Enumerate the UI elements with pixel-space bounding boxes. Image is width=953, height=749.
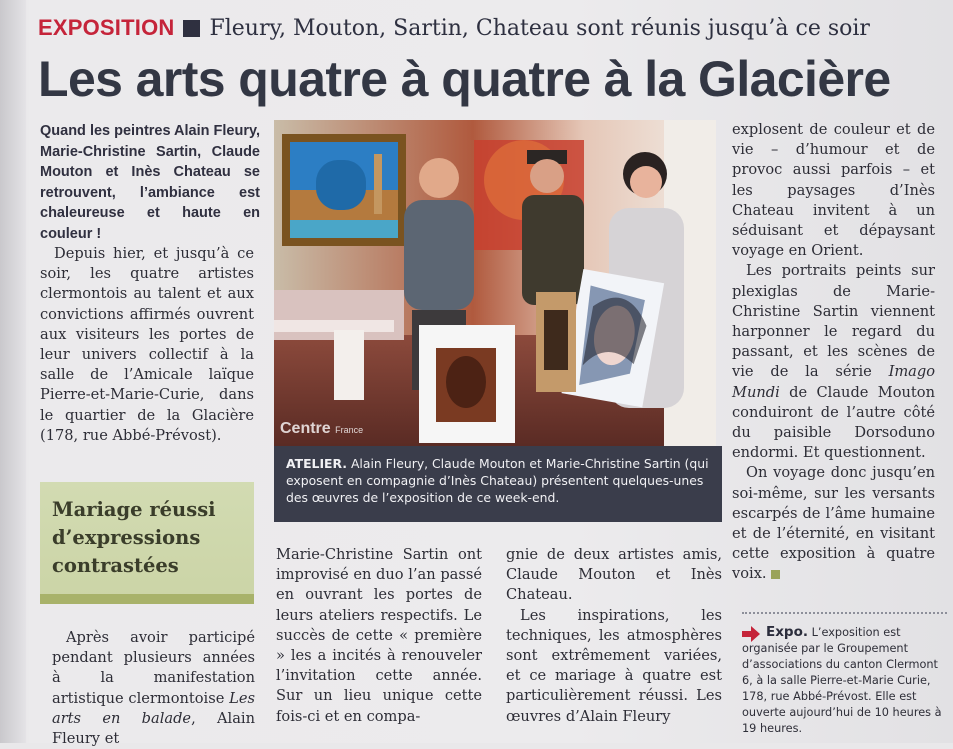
paragraph: explosent de couleur et de vie – d’humour et de provoc aussi parfois – et les paysages d’Inès Chateau invitent à un séduisant et dépaysant voyage en Orient. xyxy=(732,121,935,260)
lead-paragraph: Quand les peintres Alain Fleury, Marie-Christine Sartin, Claude Mouton et Inès Chateau se retrouvent, l’ambiance est chaleureuse et haute en couleur ! xyxy=(40,123,260,242)
caption-label: ATELIER. xyxy=(286,456,347,471)
kicker-text: Fleury, Mouton, Sartin, Chateau sont réunis jusqu’à ce soir xyxy=(209,15,870,41)
column-4-text xyxy=(732,120,935,585)
caption-text: Alain Fleury, Claude Mouton et Marie-Christine Sartin (qui exposent en compagnie d’Inès Chateau) présentent quelques-unes des œuvres de l’exposition de ce week-end. xyxy=(286,456,709,505)
column-1-text xyxy=(40,244,254,446)
photo-caption xyxy=(274,446,722,522)
photo-illustration xyxy=(274,120,716,446)
headline: Les arts quatre à quatre à la Glacière xyxy=(38,51,891,107)
info-box xyxy=(742,612,947,737)
info-label: Expo. xyxy=(766,624,808,640)
paragraph: Les portraits peints sur plexiglas de Marie-Christine Sartin viennent harponner le regard du passant, et les scènes de vie de la série Imago Mundi de Claude Mouton conduiront de l’autre côté du paisible Dorsoduno endormi. Et questionnent. xyxy=(732,262,935,462)
page-fold-shadow xyxy=(0,0,26,743)
atelier-photo xyxy=(274,120,716,446)
paragraph: On voyage donc jusqu’en soi-même, sur les versants escarpés de l’âme humaine et de l’éternité, en visitant cette exposition à quatre voix. xyxy=(732,464,935,583)
paragraph: gnie de deux artistes amis, Claude Mouton et Inès Chateau. xyxy=(506,546,722,604)
kicker-square-icon xyxy=(183,20,200,37)
column-1-continued xyxy=(52,628,255,749)
column-2-text xyxy=(276,545,482,727)
section-tag: EXPOSITION xyxy=(38,15,175,40)
paragraph: Depuis hier, et jusqu’à ce soir, les quatre artistes clermontois au talent et aux convictions affirmés ouvrent aux visiteurs les portes de leur univers collectif à la salle de l’Amicale laïque Pierre-et-Marie-Curie, dans le quartier de la Glacière (178, rue Abbé-Prévost). xyxy=(40,245,254,444)
subhead-box xyxy=(40,482,254,604)
arrow-right-icon xyxy=(742,626,760,642)
column-3-text xyxy=(506,545,722,727)
kicker-line xyxy=(38,12,870,44)
paragraph: Après avoir participé pendant plusieurs années à la manifestation artistique clermontoise Les arts en balade, Alain Fleury et xyxy=(52,629,255,748)
paragraph: Marie-Christine Sartin ont improvisé en duo l’an passé en ouvrant les portes de leurs ateliers respectifs. Le succès de cette « première » les a incités à renouveler l’invitation cette année. Sur un lieu unique cette fois-ci et en compa- xyxy=(276,546,482,725)
end-mark-icon xyxy=(771,570,780,579)
paragraph: Les inspirations, les techniques, les atmosphères sont extrêmement variées, et ce mariage à quatre est particulièrement réussi. Les œuvres d’Alain Fleury xyxy=(506,606,722,725)
subhead-bar xyxy=(40,594,254,604)
photo-watermark: Centre France xyxy=(280,420,364,437)
subhead-title: Mariage réussi d’expressions contrastées xyxy=(52,498,216,577)
info-text: Expo. L’exposition est organisée par le Groupement d’associations du canton Clermont 6, à la salle Pierre-et-Marie Curie, 178, rue Abbé-Prévost. Elle est ouverte aujourd’hui de 10 heures à 19 heures. xyxy=(742,624,942,735)
